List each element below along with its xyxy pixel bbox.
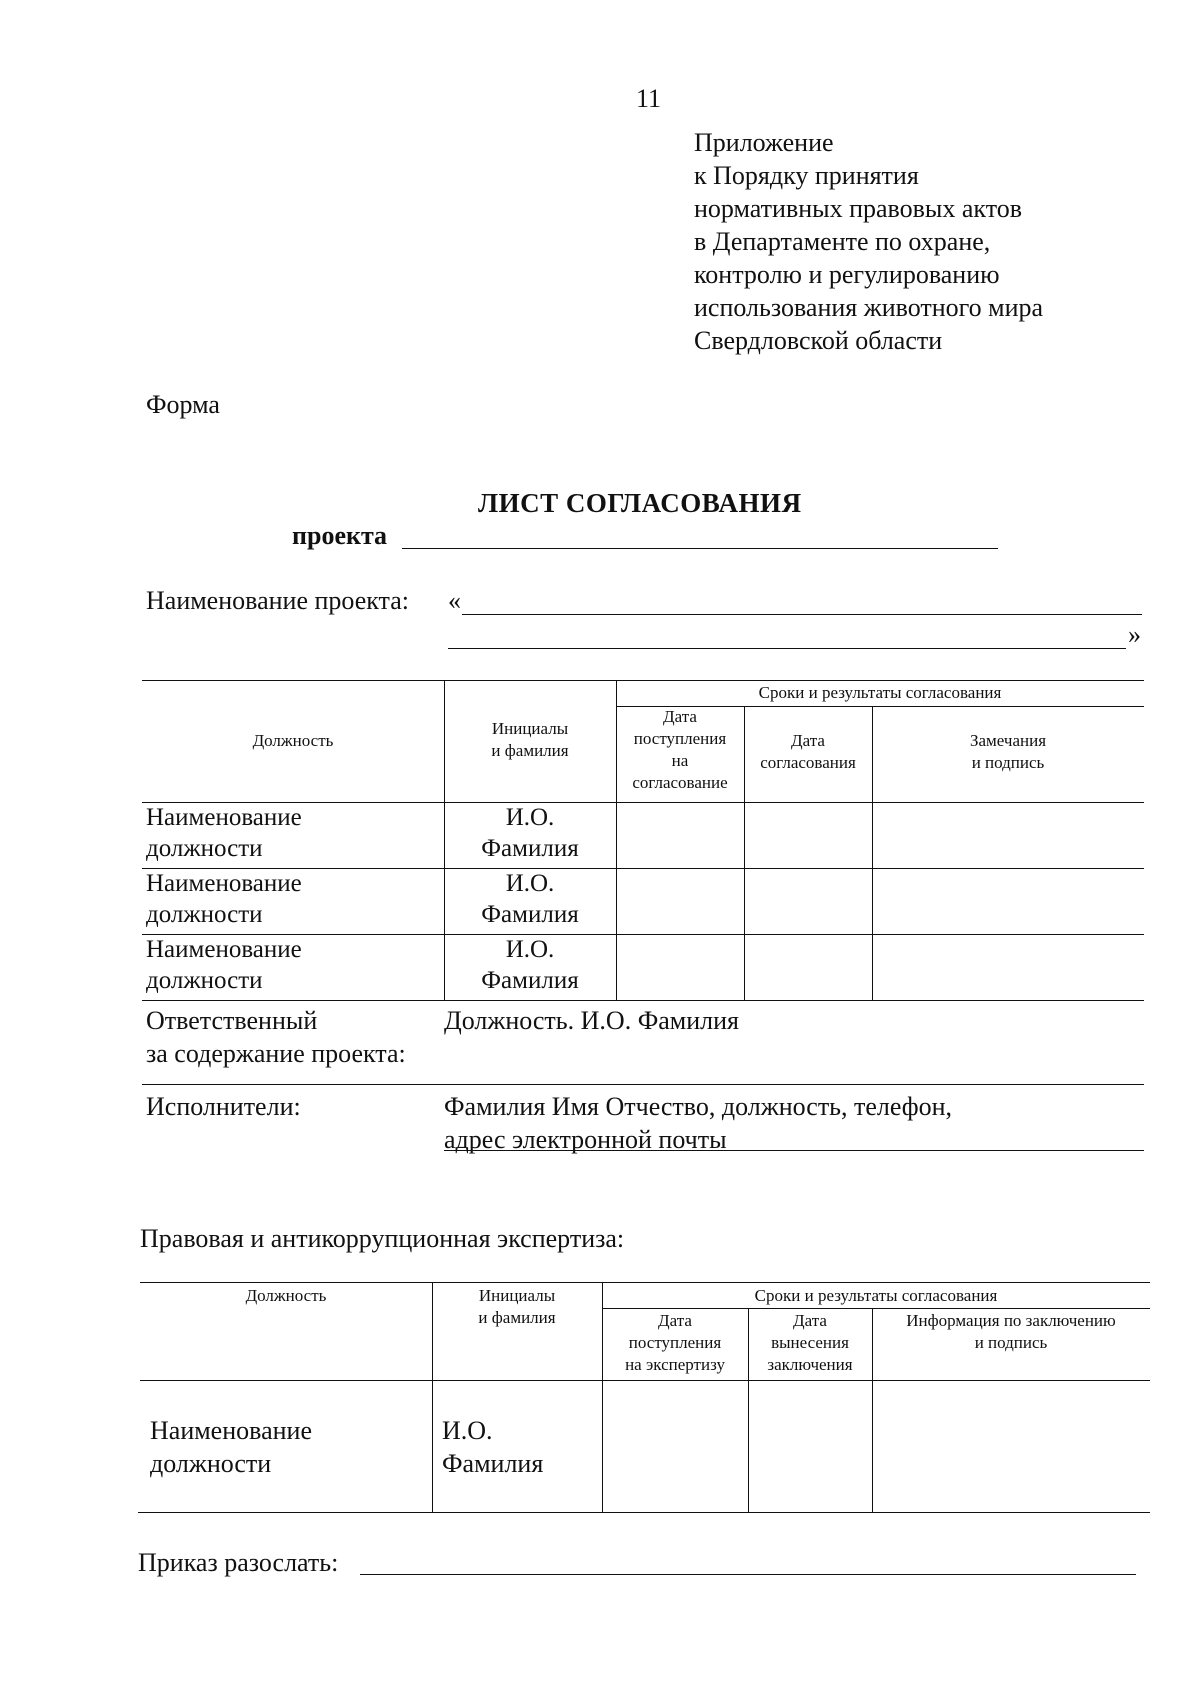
appendix-line: использования животного мира [694, 293, 1044, 322]
appendix-line: Приложение [694, 128, 834, 157]
header-line: вынесения [771, 1333, 849, 1352]
responsible-label [146, 1004, 406, 1070]
table-row-name [442, 1414, 543, 1480]
header-group: Сроки и результаты согласования [758, 683, 1002, 702]
header-initials-line: и фамилия [491, 741, 569, 760]
page-number: 11 [636, 84, 662, 113]
table-row-position [150, 1414, 312, 1480]
close-quote: » [1128, 620, 1141, 649]
label-line: Ответственный [146, 1006, 318, 1035]
table-row-name [444, 868, 616, 930]
appendix-line: к Порядку принятия [694, 161, 919, 190]
executors-label: Исполнители: [146, 1092, 301, 1121]
cell-line: Наименование [146, 804, 302, 831]
cell-line: должности [146, 967, 263, 994]
cell-line: Фамилия [442, 1449, 544, 1478]
cell-line: И.О. [505, 804, 555, 831]
cell-line: Наименование [146, 870, 302, 897]
label-line: за содержание проекта: [146, 1039, 406, 1068]
header-line: и подпись [974, 1333, 1048, 1352]
expertise-label: Правовая и антикоррупционная экспертиза: [140, 1224, 625, 1253]
document-title: ЛИСТ СОГЛАСОВАНИЯ [478, 488, 802, 518]
header-line: заключения [767, 1355, 853, 1374]
header-line: и подпись [971, 753, 1045, 772]
header-date-conclusion [748, 1310, 872, 1376]
table-border [142, 680, 1144, 681]
project-name-label: Наименование проекта: [146, 586, 409, 615]
cell-line: должности [146, 901, 263, 928]
table-border [602, 1308, 1150, 1309]
table-border [142, 1000, 1144, 1001]
header-line: на экспертизу [625, 1355, 725, 1374]
open-quote: « [448, 586, 461, 615]
cell-line: должности [146, 835, 263, 862]
send-order-label: Приказ разослать: [138, 1548, 339, 1577]
cell-line: И.О. [505, 936, 555, 963]
responsible-value: Должность. И.О. Фамилия [444, 1006, 740, 1035]
project-name-field-line1[interactable] [462, 614, 1142, 615]
header-position: Должность [252, 731, 334, 750]
header-line: Дата [793, 1311, 827, 1330]
divider [142, 1084, 1144, 1085]
document-subtitle: проекта [292, 521, 388, 550]
header-line: и фамилия [478, 1308, 556, 1327]
send-order-field[interactable] [360, 1574, 1136, 1575]
cell-line: Наименование [150, 1416, 312, 1445]
header-date-approved [744, 730, 872, 774]
cell-line: Фамилия [481, 835, 579, 862]
form-label: Форма [146, 390, 220, 419]
table-border [140, 1282, 1150, 1283]
appendix-line: в Департаменте по охране, [694, 227, 991, 256]
header-line: поступления [628, 1333, 722, 1352]
table-row-position [146, 802, 302, 864]
cell-line: И.О. [505, 870, 555, 897]
appendix-line: контролю и регулированию [694, 260, 1000, 289]
cell-line: должности [150, 1449, 272, 1478]
header-line: Замечания [969, 731, 1047, 750]
header-line: Инициалы [478, 1286, 556, 1305]
project-number-field[interactable] [402, 548, 998, 549]
header-line: Информация по заключению [906, 1311, 1116, 1330]
header-remarks [872, 730, 1144, 774]
table-border [140, 1380, 1150, 1381]
cell-line: Фамилия [481, 901, 579, 928]
project-name-field-line2[interactable] [448, 648, 1126, 649]
table-row-name [444, 802, 616, 864]
cell-line: И.О. [442, 1416, 493, 1445]
header-initials [432, 1285, 602, 1329]
header-initials-line: Инициалы [491, 719, 569, 738]
value-line: адрес электронной почты [444, 1125, 727, 1154]
header-line: Дата [658, 1311, 692, 1330]
header-info [872, 1310, 1150, 1354]
table-row-position [146, 868, 302, 930]
header-line: Дата [663, 707, 697, 726]
header-position: Должность [245, 1286, 327, 1305]
value-line: Фамилия Имя Отчество, должность, телефон, [444, 1092, 953, 1121]
header-line: согласование [632, 773, 728, 792]
table-row-name [444, 934, 616, 996]
executors-underline [444, 1150, 1144, 1151]
table-row-position [146, 934, 302, 996]
header-line: на [671, 751, 689, 770]
header-line: согласования [760, 753, 856, 772]
header-date-received [616, 706, 744, 794]
table-border [138, 1512, 1150, 1513]
header-date-received [602, 1310, 748, 1376]
appendix-line: Свердловской области [694, 326, 943, 355]
cell-line: Наименование [146, 936, 302, 963]
header-line: поступления [633, 729, 727, 748]
header-initials [444, 718, 616, 762]
appendix-header [694, 126, 1043, 357]
appendix-line: нормативных правовых актов [694, 194, 1023, 223]
executors-value [444, 1090, 952, 1156]
header-line: Дата [791, 731, 825, 750]
header-group: Сроки и результаты согласования [754, 1286, 998, 1305]
cell-line: Фамилия [481, 967, 579, 994]
